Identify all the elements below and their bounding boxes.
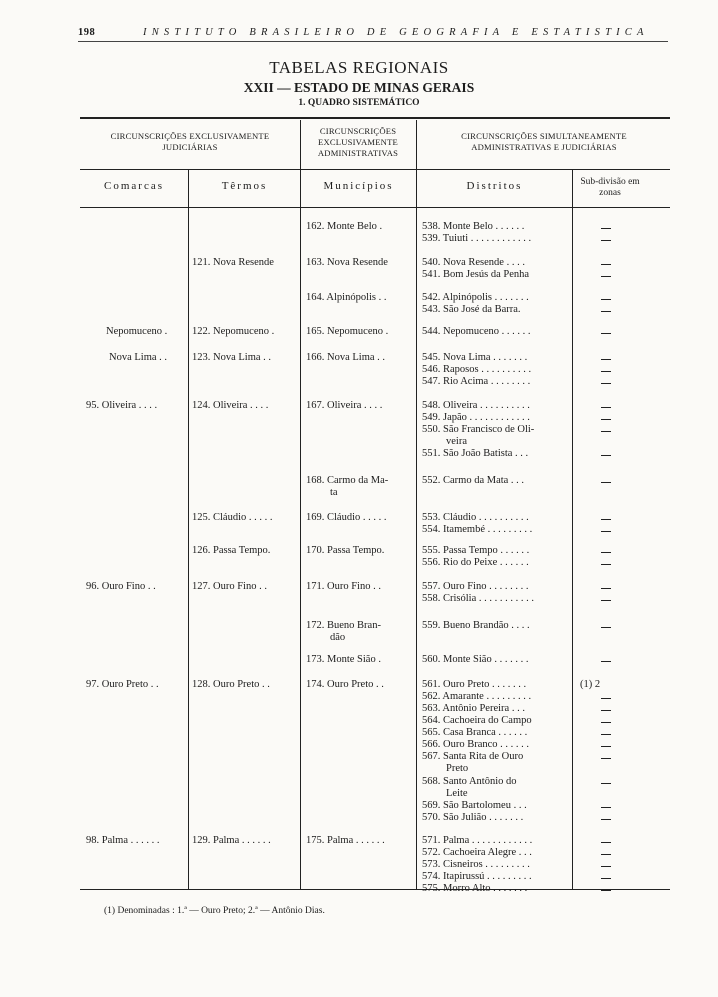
municipio-entry: 172. Bueno Bran- [306,620,381,631]
distrito-entry: 558. Crisólia . . . . . . . . . . . [422,593,534,604]
distrito-entry: 553. Cláudio . . . . . . . . . . [422,512,529,523]
column-header-termos: Têrmos [221,180,268,192]
termo-entry: 125. Cláudio . . . . . [192,512,273,523]
municipio-entry: 170. Passa Tempo. [306,545,385,556]
distrito-entry: 557. Ouro Fino . . . . . . . . [422,581,529,592]
municipio-entry: ta [330,487,338,498]
distrito-entry: 564. Cachoeira do Campo [422,715,532,726]
section-title: 1. QUADRO SISTEMÁTICO [298,98,420,108]
subdivisao-dash [601,746,611,747]
subdivisao-dash [601,819,611,820]
subdivisao-dash [601,455,611,456]
termo-entry: 129. Palma . . . . . . [192,835,271,846]
distrito-entry: 542. Alpinópolis . . . . . . . [422,292,529,303]
termo-entry: 128. Ouro Preto . . [192,679,270,690]
column-header-distritos: Distritos [466,180,523,192]
header-rule-1 [80,169,670,170]
subdivisao-dash [601,276,611,277]
distrito-entry: 554. Itamembé . . . . . . . . . [422,524,533,535]
municipio-entry: 175. Palma . . . . . . [306,835,385,846]
group-header-admin: CIRCUNSCRIÇÕES EXCLUSIVAMENTE ADMINISTRATIVAS [317,126,399,158]
distrito-entry: 549. Japão . . . . . . . . . . . . [422,412,530,423]
comarca-entry: Nepomuceno . [106,326,168,337]
municipio-entry: 167. Oliveira . . . . [306,400,383,411]
subdivisao-dash [601,722,611,723]
municipio-entry: 163. Nova Resende [306,257,388,268]
subdivisao-dash [601,734,611,735]
municipio-entry: dão [330,632,346,643]
termo-entry: 127. Ouro Fino . . [192,581,267,592]
distrito-entry: 555. Passa Tempo . . . . . . [422,545,530,556]
distrito-entry: 568. Santo Antônio do [422,776,517,787]
termo-entry: 123. Nova Lima . . [192,352,272,363]
subdivisao-dash [601,228,611,229]
column-header-subdivisao: Sub-divisão em zonas [580,177,640,198]
distrito-entry: 540. Nova Resende . . . . [422,257,525,268]
page-subtitle: XXII — ESTADO DE MINAS GERAIS [243,80,475,95]
subdivisao-dash [601,783,611,784]
distrito-entry: 541. Bom Jesús da Penha [422,269,530,280]
column-divider [416,120,417,889]
comarca-entry: 97. Ouro Preto . . [86,679,159,690]
subdivisao-dash [601,552,611,553]
distrito-entry: Leite [446,788,468,799]
subdivisao-dash [601,383,611,384]
subdivisao-note: (1) 2 [580,679,601,690]
distrito-entry: 552. Carmo da Mata . . . [422,475,525,486]
comarca-entry: 95. Oliveira . . . . [86,400,158,411]
distrito-entry: 551. São João Batista . . . [422,448,529,459]
distrito-entry: 569. São Bartolomeu . . . [422,800,527,811]
subdivisao-dash [601,588,611,589]
subdivisao-dash [601,431,611,432]
distrito-entry: 563. Antônio Pereira . . . [422,703,525,714]
subdivisao-dash [601,333,611,334]
column-header-comarcas: Comarcas [104,180,164,192]
column-header-municipios: Municípios [323,180,394,192]
subdivisao-dash [601,627,611,628]
subdivisao-dash [601,359,611,360]
comarca-entry: Nova Lima . . [109,352,168,363]
table-bottom-rule [80,889,670,890]
municipio-entry: 164. Alpinópolis . . [306,292,387,303]
distrito-entry: 562. Amarante . . . . . . . . . [422,691,532,702]
comarca-entry: 98. Palma . . . . . . [86,835,160,846]
municipio-entry: 168. Carmo da Ma- [306,475,389,486]
subdivisao-dash [601,482,611,483]
distrito-entry: 572. Cachoeira Alegre . . . [422,847,532,858]
distrito-entry: 545. Nova Lima . . . . . . . [422,352,528,363]
termo-entry: 122. Nepomuceno . [192,326,275,337]
footnote: (1) Denominadas : 1.ª — Ouro Preto; 2.ª — Antônio Dias. [104,906,325,916]
distrito-entry: 560. Monte Sião . . . . . . . [422,654,529,665]
distrito-entry: veira [446,436,467,447]
distrito-entry: 543. São José da Barra. [422,304,521,315]
header-rule-2 [80,207,670,208]
municipio-entry: 166. Nova Lima . . [306,352,386,363]
subdivisao-dash [601,661,611,662]
table-top-rule [80,117,670,119]
group-header-judicial: CIRCUNSCRIÇÕES EXCLUSIVAMENTE JUDICIÁRIAS [110,131,270,152]
subdivisao-dash [601,264,611,265]
subdivisao-dash [601,311,611,312]
subdivisao-dash [601,531,611,532]
subdivisao-dash [601,807,611,808]
subdivisao-dash [601,600,611,601]
distrito-entry: 573. Cisneiros . . . . . . . . . [422,859,530,870]
subdivisao-dash [601,710,611,711]
subdivisao-dash [601,299,611,300]
distrito-entry: 571. Palma . . . . . . . . . . . . [422,835,533,846]
distrito-entry: 547. Rio Acima . . . . . . . . [422,376,531,387]
municipio-entry: 171. Ouro Fino . . [306,581,381,592]
group-header-both: CIRCUNSCRIÇÕES SIMULTANEAMENTE ADMINISTRATIVAS E JUDICIÁRIAS [461,131,627,152]
column-divider [572,169,573,889]
distrito-entry: 566. Ouro Branco . . . . . . [422,739,530,750]
subdivisao-dash [601,890,611,891]
municipio-entry: 165. Nepomuceno . [306,326,389,337]
subdivisao-dash [601,698,611,699]
distrito-entry: 561. Ouro Preto . . . . . . . [422,679,527,690]
subdivisao-dash [601,419,611,420]
column-divider [188,169,189,889]
subdivisao-dash [601,407,611,408]
subdivisao-dash [601,240,611,241]
subdivisao-dash [601,564,611,565]
distrito-entry: 539. Tuiuti . . . . . . . . . . . . [422,233,532,244]
municipio-entry: 162. Monte Belo . [306,221,383,232]
subdivisao-dash [601,878,611,879]
distrito-entry: 567. Santa Rita de Ouro [422,751,524,762]
running-head [78,27,668,42]
subdivisao-dash [601,371,611,372]
distrito-entry: 565. Casa Branca . . . . . . [422,727,528,738]
column-divider [300,120,301,889]
page-number: 198 [78,27,96,38]
distrito-entry: 559. Bueno Brandão . . . . [422,620,530,631]
distrito-entry: 548. Oliveira . . . . . . . . . . [422,400,530,411]
subdivisao-dash [601,866,611,867]
municipio-entry: 174. Ouro Preto . . [306,679,384,690]
subdivisao-dash [601,758,611,759]
distrito-entry: 556. Rio do Peixe . . . . . . [422,557,529,568]
subdivisao-dash [601,842,611,843]
distrito-entry: 538. Monte Belo . . . . . . [422,221,525,232]
distrito-entry: 574. Itapirussú . . . . . . . . . [422,871,532,882]
subdivisao-dash [601,854,611,855]
distrito-entry: 550. São Francisco de Oli- [422,424,535,435]
termo-entry: 124. Oliveira . . . . [192,400,269,411]
municipio-entry: 169. Cláudio . . . . . [306,512,387,523]
subdivisao-dash [601,519,611,520]
comarca-entry: 96. Ouro Fino . . [86,581,156,592]
journal-title: INSTITUTO BRASILEIRO DE GEOGRAFIA E ESTATISTICA [143,27,649,38]
distrito-entry: 546. Raposos . . . . . . . . . . [422,364,532,375]
termo-entry: 126. Passa Tempo. [192,545,271,556]
distrito-entry: 575. Morro Alto . . . . . . . [422,883,528,894]
page-title: TABELAS REGIONAIS [269,58,449,77]
distrito-entry: 570. São Julião . . . . . . . [422,812,524,823]
municipio-entry: 173. Monte Sião . [306,654,381,665]
termo-entry: 121. Nova Resende [192,257,274,268]
distrito-entry: 544. Nepomuceno . . . . . . [422,326,531,337]
distrito-entry: Preto [446,763,469,774]
